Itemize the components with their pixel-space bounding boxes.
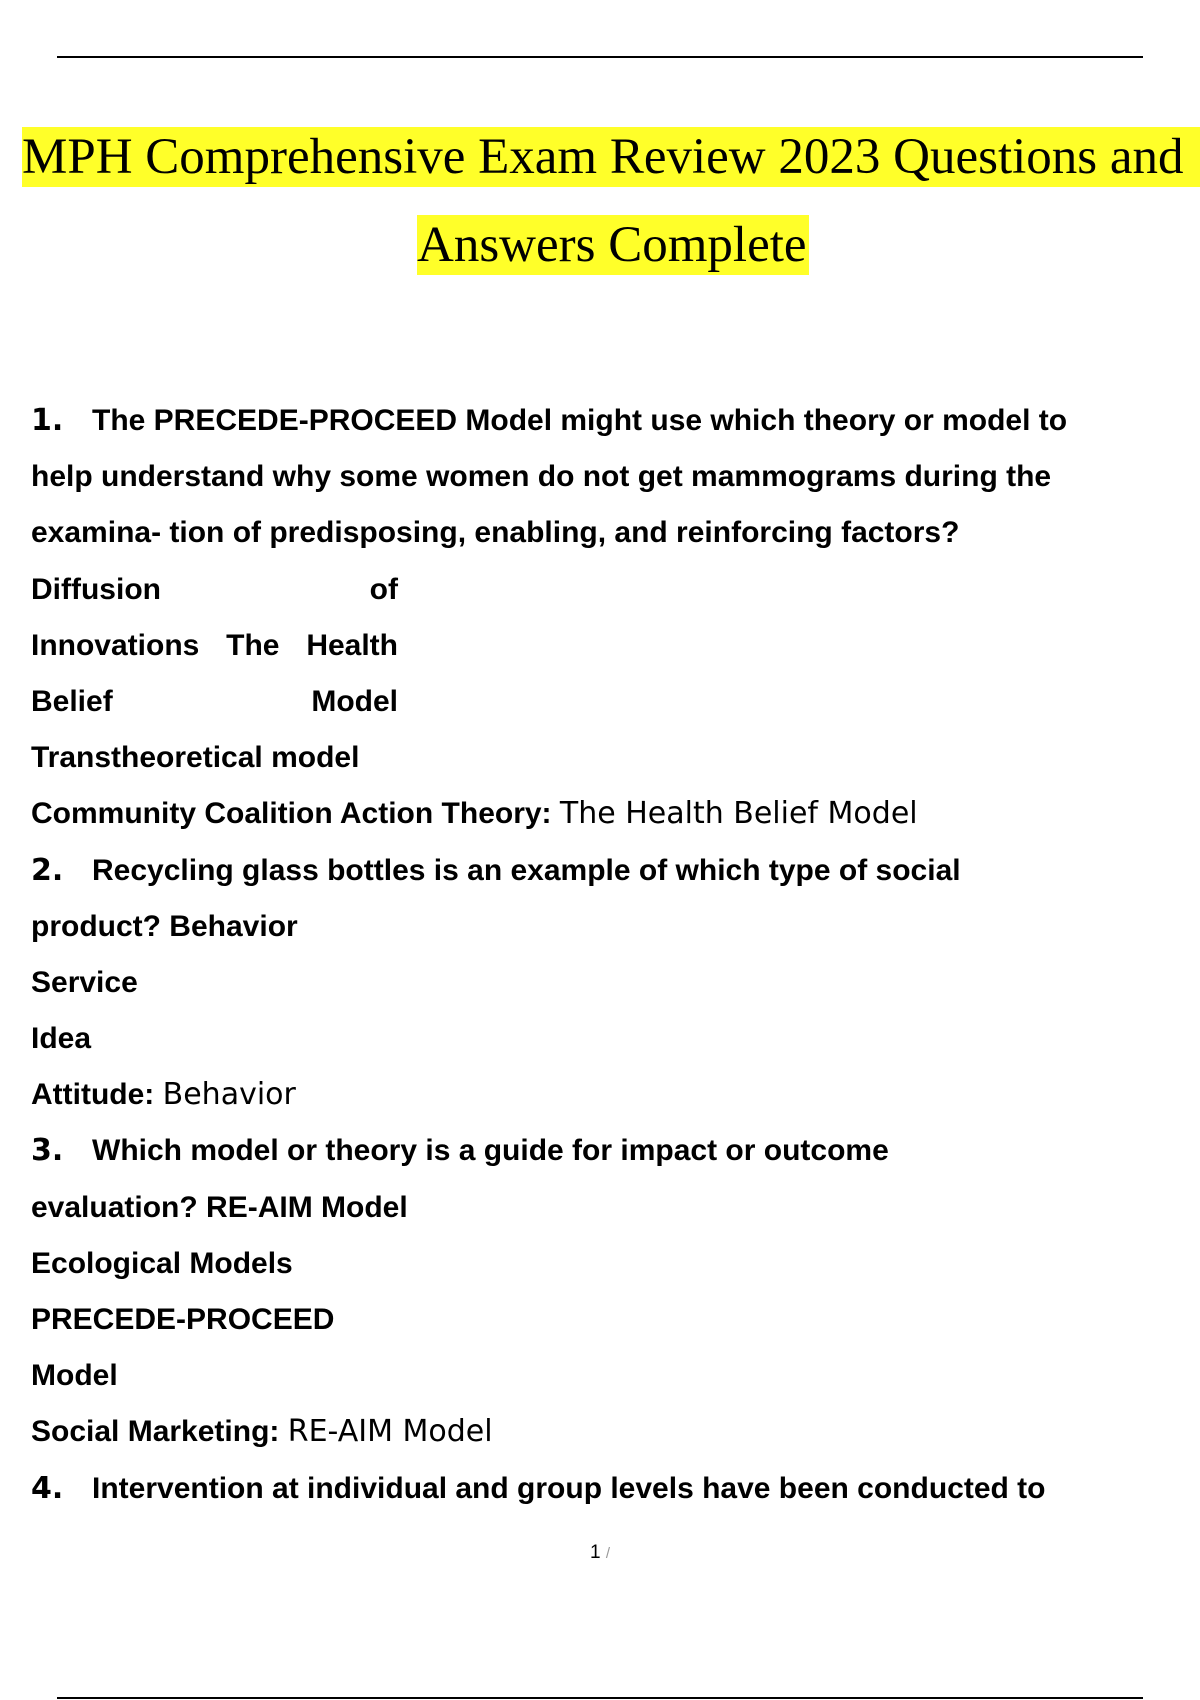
- question-text: Intervention at individual and group levels have been conducted to: [92, 1471, 1046, 1505]
- option-line: Idea: [31, 1022, 92, 1056]
- answer-line: [31, 1067, 1151, 1123]
- option-word: Diffusion: [31, 572, 161, 606]
- document-title-line-1: MPH Comprehensive Exam Review 2023 Questions and: [22, 127, 1200, 187]
- page-footer: [0, 1542, 1200, 1564]
- option-word: Model: [311, 684, 398, 718]
- option-line: [31, 562, 398, 618]
- answer-text: Behavior: [162, 1077, 296, 1113]
- option-line: Service: [31, 965, 138, 999]
- option-line: [31, 618, 398, 674]
- question-3-line-2: evaluation? RE-AIM Model: [31, 1190, 408, 1224]
- answer-line: [31, 786, 1151, 842]
- option-word: The: [226, 628, 280, 662]
- question-3-line-1: [31, 1123, 1151, 1179]
- last-option: Community Coalition Action Theory:: [31, 797, 552, 831]
- last-option: Attitude:: [31, 1078, 155, 1112]
- option-line: PRECEDE-PROCEED: [31, 1303, 335, 1336]
- bottom-rule: [57, 1697, 1143, 1699]
- question-1-line-3: examina- tion of predisposing, enabling, and reinforcing factors?: [31, 516, 960, 550]
- page-number: 1: [589, 1542, 601, 1563]
- option-word: Innovations: [31, 628, 200, 662]
- option-line: Ecological Models: [31, 1246, 293, 1280]
- option-line: Model: [31, 1359, 118, 1393]
- question-number: 2.: [31, 852, 64, 888]
- document-title-line-2: Answers Complete: [417, 217, 807, 273]
- last-option: Social Marketing:: [31, 1415, 280, 1449]
- question-1-line-1: [31, 393, 1151, 449]
- question-number: 3.: [31, 1133, 64, 1169]
- page-separator: /: [605, 1545, 611, 1562]
- question-text: Recycling glass bottles is an example of which type of social: [92, 853, 961, 887]
- question-number: 4.: [31, 1470, 64, 1506]
- question-2-line-1: [31, 843, 1151, 899]
- option-word: of: [369, 572, 398, 606]
- option-line: [31, 674, 398, 730]
- question-text: The PRECEDE-PROCEED Model might use which theory or model to: [92, 404, 1068, 437]
- option-word: Belief: [31, 684, 113, 718]
- question-list: [31, 393, 1151, 1517]
- top-rule: [57, 56, 1143, 58]
- question-number: 1.: [31, 403, 64, 438]
- option-word: Health: [306, 628, 398, 662]
- question-1-line-2: help understand why some women do not get mammograms during the: [31, 460, 1052, 494]
- question-2-line-2: product? Behavior: [31, 909, 298, 943]
- answer-text: RE-AIM Model: [287, 1414, 493, 1450]
- question-4-line-1: [31, 1461, 1151, 1517]
- option-line: Transtheoretical model: [31, 741, 360, 775]
- answer-line: [31, 1404, 1151, 1460]
- question-text: Which model or theory is a guide for impact or outcome: [92, 1134, 889, 1168]
- answer-text: The Health Belief Model: [559, 796, 918, 832]
